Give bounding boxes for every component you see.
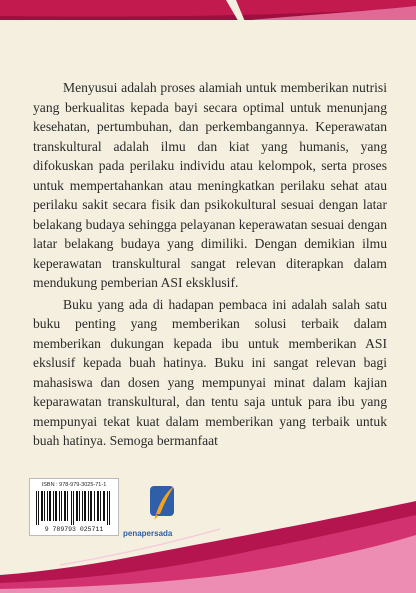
blurb-paragraph-2: Buku yang ada di hadapan pembaca ini adalah salah satu buku penting yang memberikan solusi terbaik dalam memberikan dukungan kepada ibu untuk memberikan ASI ekslusif kepada buah hatinya. Buku ini sangat relevan bagi mahasiswa dan dosen yang mempunyai minat dalam kajian keparawatan transkultural, dan tentu saja untuk para ibu yang mempunyai tekat kuat dalam memberikan yang terbaik untuk buah hatinya. Semoga bermanfaat: [33, 296, 387, 448]
publisher-name: penapersada: [123, 529, 173, 538]
bottom-decorative-waves: [0, 483, 416, 593]
top-decorative-band: [0, 0, 416, 28]
isbn-digits: 9 789793 025711: [44, 526, 104, 533]
blurb-paragraph-1: Menyusui adalah proses alamiah untuk memberikan nutrisi yang berkualitas kepada bayi secara optimal untuk menunjang kesehatan, pertumbuhan, dan perkembangannya. Keperawatan transkultural adalah ilmu dan kiat yang humanis, yang difokuskan pada perilaku individu atau kelompok, serta proses untuk mempertahankan atau meningkatkan perilaku sehat atau perilaku sakit secara fisik dan psikokultural sesuai dengan latar belakang budaya sehingga pelayanan keperawatan sesuai dengan latar belakang budaya yang dimiliki. Dengan demikian ilmu keperawatan transkultural sangat relevan diterapkan dalam mendukung pemberian ASI eksklusif.: [33, 80, 387, 290]
isbn-label: ISBN : 978-979-3025-71-1: [41, 482, 107, 488]
back-cover-blurb: [33, 78, 387, 451]
